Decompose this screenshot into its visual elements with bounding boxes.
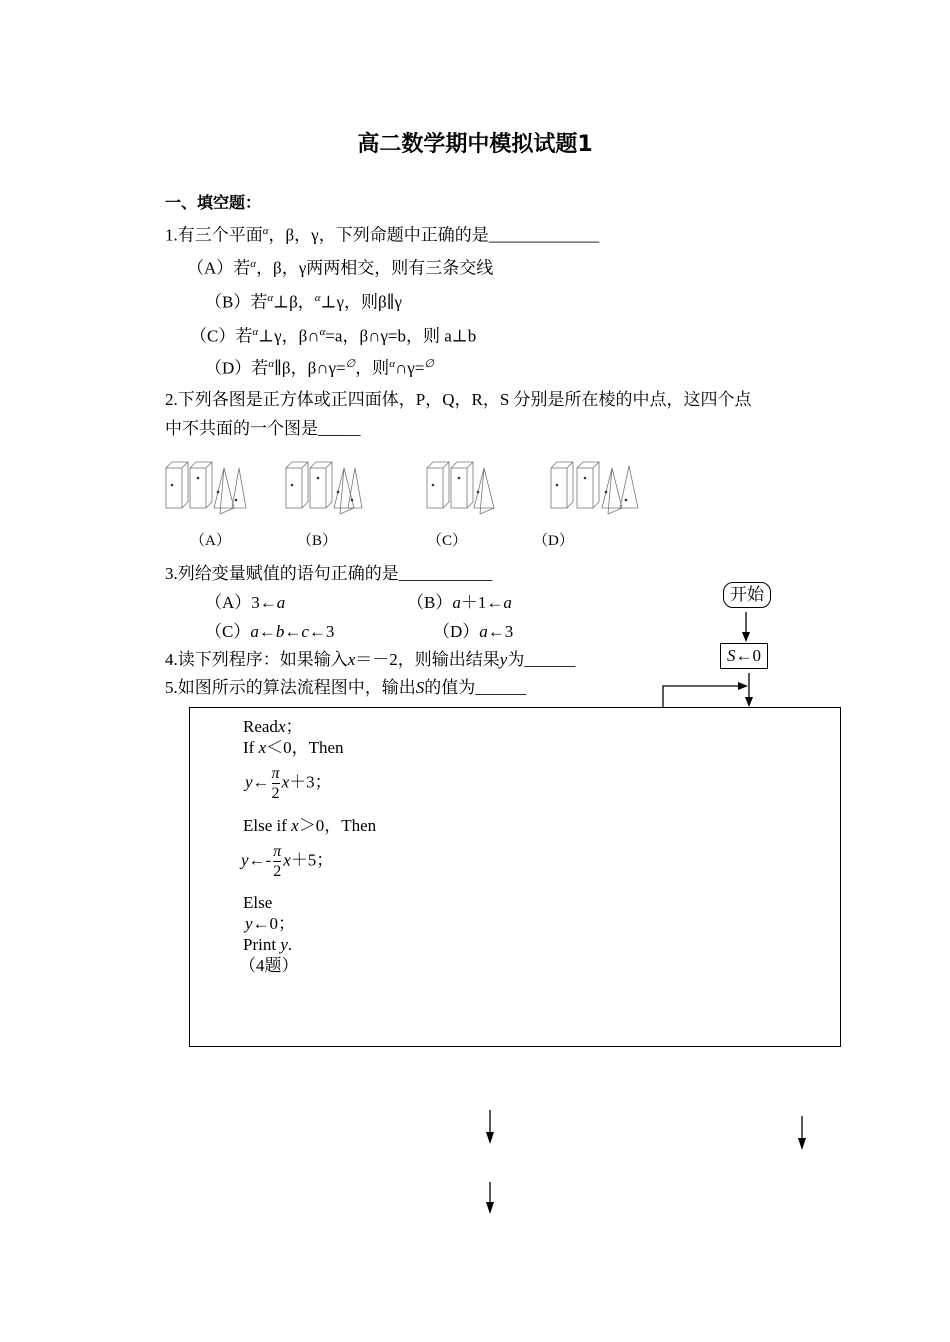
code-var: x xyxy=(291,816,299,835)
q1-option-b-text: （B）若 xyxy=(205,292,268,312)
q3-option-b-var: a xyxy=(503,593,512,612)
question-2-line-2: 中不共面的一个图是_____ xyxy=(165,419,361,438)
figure-c-solids xyxy=(427,462,494,514)
code-var: x xyxy=(258,738,267,757)
q4-var-y: y xyxy=(499,650,508,669)
code-text: ＋5； xyxy=(290,850,334,870)
q1-option-d-text: ，则 xyxy=(355,358,390,378)
program-line-assign-3 xyxy=(245,914,295,934)
code-var: y xyxy=(280,935,288,954)
q3-option-b xyxy=(407,593,512,613)
alpha-symbol: α xyxy=(267,292,274,304)
q3-option-d-label: （D） xyxy=(433,622,480,641)
q1-option-c-text: =a，β∩γ=b，则 a⊥b xyxy=(325,326,477,346)
q4-var-x: x xyxy=(347,650,356,669)
empty-set-symbol: ∅ xyxy=(424,358,434,370)
q1-option-d-text: ∩γ= xyxy=(394,358,425,378)
code-text: ； xyxy=(285,717,303,736)
question-5-stem xyxy=(165,678,526,698)
q3-option-b-label: （B） xyxy=(407,593,453,612)
q5-var-s: S xyxy=(415,678,425,697)
flowchart-start-node: 开始 xyxy=(723,582,771,608)
q1-option-b-text: ⊥β， xyxy=(273,292,315,312)
q3-option-b-expr: ＋1← xyxy=(460,593,504,612)
q4-text: 为______ xyxy=(507,650,576,669)
code-text: . xyxy=(287,935,293,954)
q1-stem-text-a: 1.有三个平面 xyxy=(165,225,263,245)
program-line-assign-1 xyxy=(245,764,332,803)
q1-option-a-text: ，β，γ两两相交，则有三条交线 xyxy=(256,258,494,278)
q3-option-c-arrow: ← xyxy=(284,622,302,641)
code-text: ＞0，Then xyxy=(298,816,377,835)
q1-stem-text-b: ，β，γ，下列命题中正确的是_____________ xyxy=(268,225,600,245)
q3-option-a-expr: 3← xyxy=(251,593,277,612)
program-line-print xyxy=(243,935,292,955)
q1-option-c-text: ⊥γ，β∩ xyxy=(258,326,320,346)
q4-text: ＝－2，则输出结果 xyxy=(355,650,500,669)
q3-option-c-var: b xyxy=(275,622,285,641)
code-keyword: Read xyxy=(243,717,278,736)
code-var: x xyxy=(281,772,290,792)
question-4-stem xyxy=(165,650,575,670)
program-line-read xyxy=(243,717,302,737)
figure-caption-b: （B） xyxy=(297,533,338,549)
q1-option-b-text: ⊥γ，则β∥γ xyxy=(320,292,403,312)
figure-caption-c: （C） xyxy=(427,533,468,549)
alpha-symbol: α xyxy=(252,326,259,338)
q3-option-a-var: a xyxy=(276,593,286,612)
figure-caption-a: （A） xyxy=(190,533,231,549)
fraction-numerator: π xyxy=(273,843,282,860)
q4-text: 4.读下列程序：如果输入 xyxy=(165,650,348,669)
question-2-line-1: 2.下列各图是正方体或正四面体，P，Q，R，S 分别是所在棱的中点，这四个点 xyxy=(165,390,752,409)
q3-option-a xyxy=(205,593,285,613)
code-var: y xyxy=(245,772,253,792)
figure-d-solids xyxy=(551,462,638,514)
code-arrow: ←- xyxy=(248,850,272,870)
flowchart-assign-node xyxy=(720,643,768,669)
program-caption: （4题） xyxy=(239,956,299,975)
program-line-else: Else xyxy=(243,893,273,912)
q3-option-c-arrow: ← xyxy=(258,622,276,641)
q3-option-a-label: （A） xyxy=(205,593,252,612)
q5-text: 5.如图所示的算法流程图中，输出 xyxy=(165,678,416,697)
q3-option-c-label: （C） xyxy=(205,622,251,641)
q1-option-d-text: ∥β，β∩γ= xyxy=(274,358,346,378)
fraction-pi-over-2 xyxy=(273,842,281,881)
fraction-denominator: 2 xyxy=(271,785,280,803)
code-text: ←0； xyxy=(252,914,296,933)
program-line-assign-2 xyxy=(241,842,333,881)
fraction-denominator: 2 xyxy=(273,863,282,881)
figure-b-solids xyxy=(286,462,362,514)
code-keyword: Else if xyxy=(243,816,292,835)
q1-option-d-text: （D）若 xyxy=(205,358,269,378)
flowchart-var-s: S xyxy=(727,646,736,665)
q5-text: 的值为______ xyxy=(424,678,527,697)
flowchart-assign-text: ←0 xyxy=(735,646,761,665)
alpha-symbol: α xyxy=(314,292,321,304)
code-var: y xyxy=(245,914,253,933)
figure-a-solids xyxy=(166,462,246,514)
q3-option-b-var: a xyxy=(452,593,461,612)
code-var: y xyxy=(241,850,249,870)
figure-caption-d: （D） xyxy=(533,533,574,549)
page-title: 高二数学期中模拟试题1 xyxy=(357,132,593,157)
code-keyword: Print xyxy=(243,935,281,954)
program-line-elseif xyxy=(243,816,376,836)
code-var: x xyxy=(283,850,291,870)
q3-option-d xyxy=(433,622,513,642)
alpha-symbol: α xyxy=(389,358,395,370)
alpha-symbol: α xyxy=(319,326,326,338)
q3-option-c-var: a xyxy=(250,622,259,641)
q3-option-d-var: a xyxy=(479,622,488,641)
question-3-stem: 3.列给变量赋值的语句正确的是___________ xyxy=(165,564,493,583)
program-line-if xyxy=(243,738,344,758)
code-arrow: ← xyxy=(252,772,270,792)
fraction-pi-over-2 xyxy=(272,764,280,803)
empty-set-symbol: ∅ xyxy=(345,358,356,370)
alpha-symbol: α xyxy=(268,358,275,370)
q3-option-c xyxy=(205,622,334,642)
q3-option-c-var: c xyxy=(301,622,309,641)
code-text: ＋3； xyxy=(289,772,332,792)
alpha-symbol: α xyxy=(250,258,257,270)
q1-option-a-text: （A）若 xyxy=(187,258,251,278)
fraction-numerator: π xyxy=(271,765,280,782)
alpha-symbol: α xyxy=(262,225,269,237)
code-keyword: If xyxy=(243,738,259,757)
q1-option-c-text: （C）若 xyxy=(190,326,253,346)
q3-option-c-expr: ←3 xyxy=(308,622,335,641)
code-var: x xyxy=(277,717,286,736)
q3-option-d-expr: ←3 xyxy=(487,622,514,641)
code-text: ＜0，Then xyxy=(266,738,344,757)
section-heading: 一、填空题： xyxy=(165,193,262,212)
